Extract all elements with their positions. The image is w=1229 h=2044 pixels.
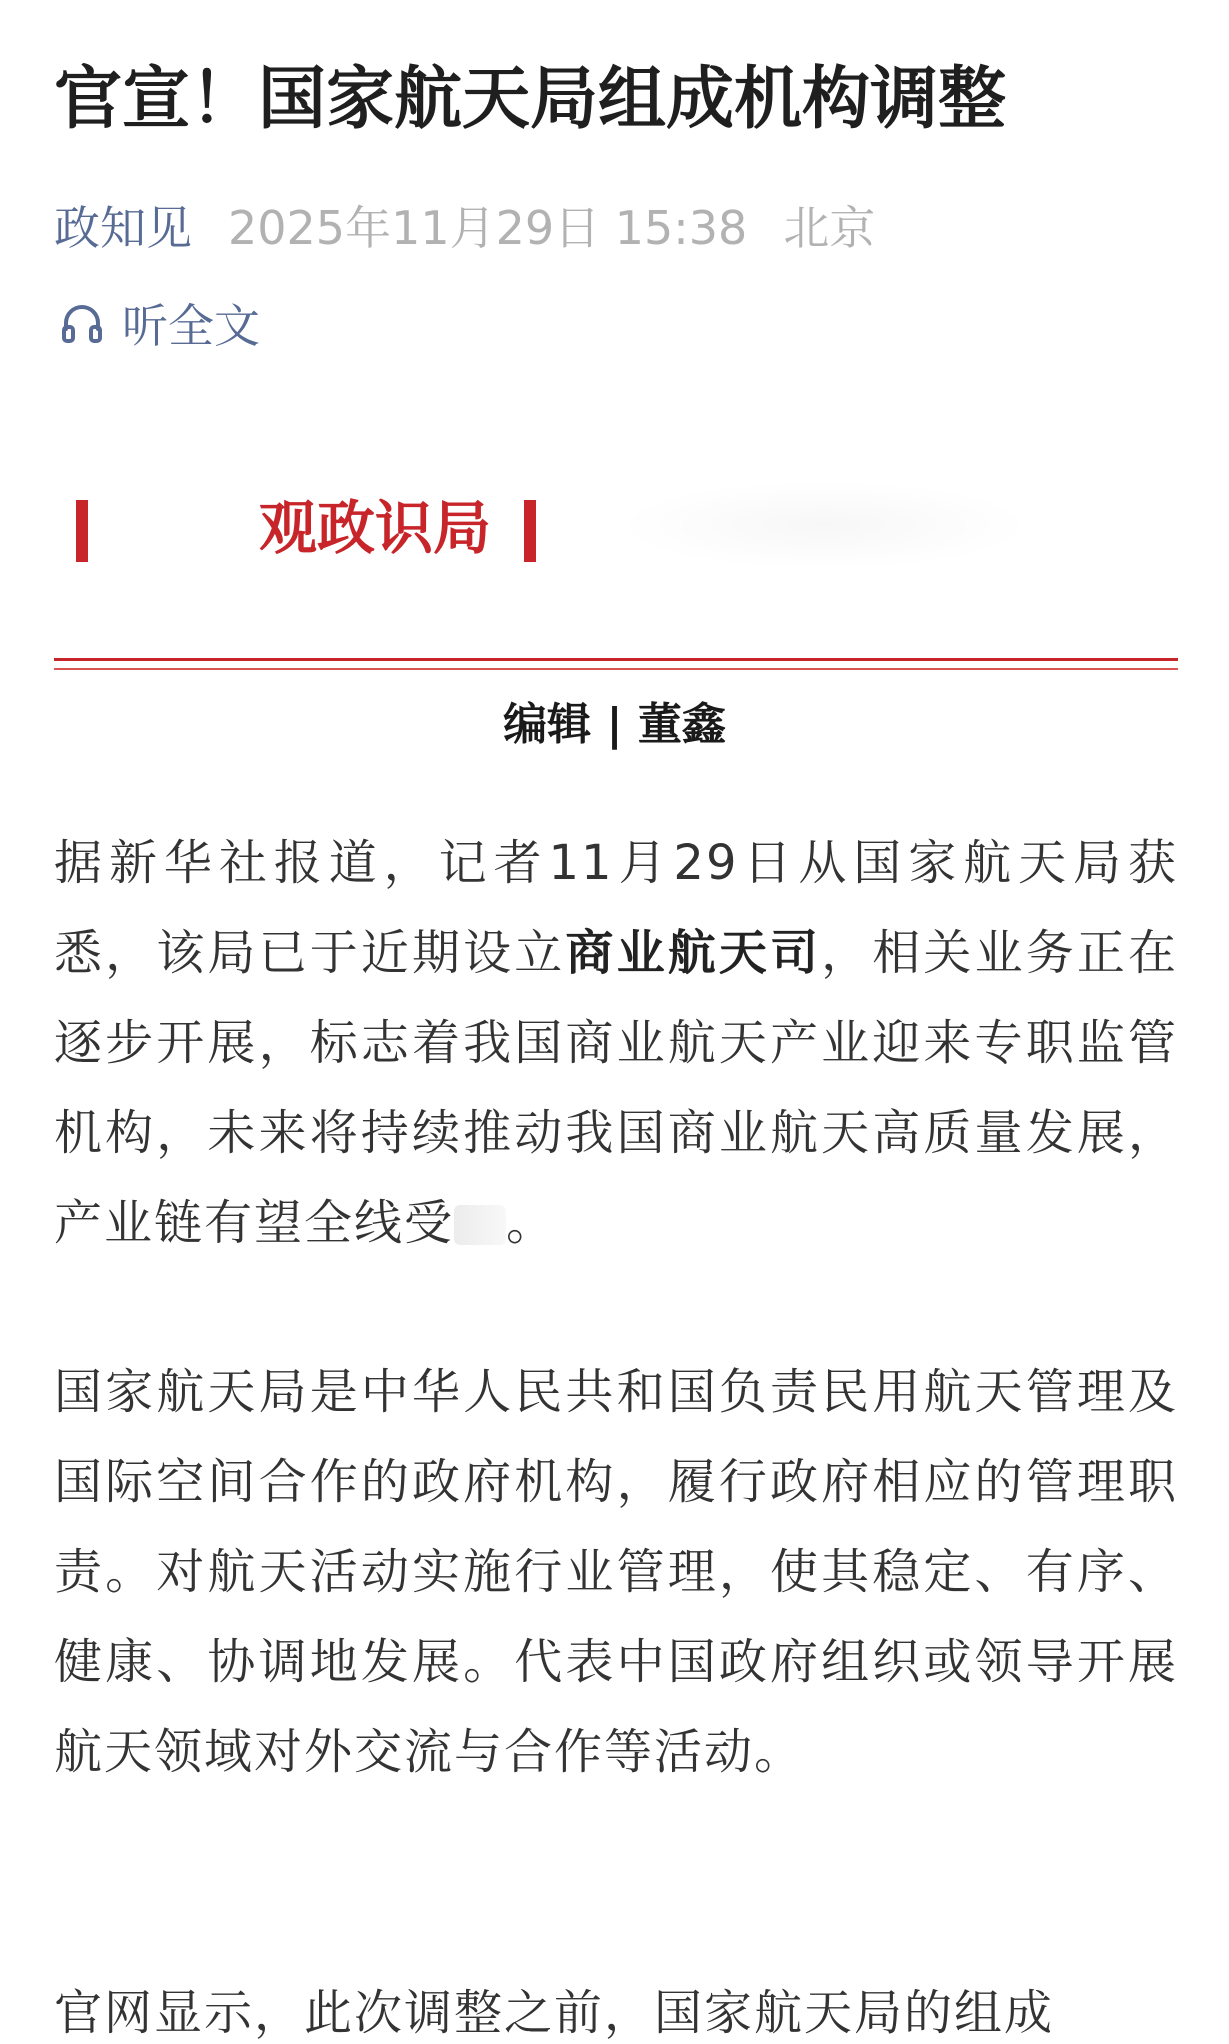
divider-top	[54, 658, 1178, 661]
banner-bar-left	[76, 500, 88, 562]
paragraph-1-text-b: ，相关业务正在逐步开展，标志着我国商业航天产业迎来专职监管机构，未来将持续推动我国商业航天高质量发展，产业链有望全线受	[54, 925, 1178, 1251]
banner-bar-right	[524, 500, 536, 562]
listen-full-text-button[interactable]	[58, 288, 260, 358]
paragraph-1	[54, 818, 1178, 1268]
obscured-text	[454, 1205, 506, 1245]
column-banner	[54, 460, 1174, 580]
banner-faded-area	[614, 480, 1034, 570]
publish-location: 北京	[783, 201, 876, 255]
publish-date: 2025年11月29日 15:38	[228, 201, 748, 255]
paragraph-1-text-end: 。	[506, 1195, 557, 1251]
author-link[interactable]: 政知见	[54, 201, 192, 255]
paragraph-1-text-a: 据新华社报道，记者11月29日从国家航天局获悉，该局已于近期设立	[54, 835, 1178, 981]
editor-credit: 编辑 | 董鑫	[503, 699, 726, 750]
divider-bottom	[54, 668, 1178, 670]
headphone-icon	[58, 299, 106, 347]
article-meta	[54, 190, 875, 260]
listen-label: 听全文	[122, 299, 260, 353]
paragraph-3: 官网显示，此次调整之前，国家航天局的组成	[54, 1985, 1055, 2041]
paragraph-2: 国家航天局是中华人民共和国负责民用航天管理及国际空间合作的政府机构，履行政府相应的管理职责。对航天活动实施行业管理，使其稳定、有序、健康、协调地发展。代表中国政府组织或领导开展航天领域对外交流与合作等活动。	[54, 1364, 1178, 1780]
highlight-commercial-space-dept: 商业航天司	[565, 925, 822, 981]
article-title: 官宣！国家航天局组成机构调整	[54, 60, 1007, 139]
banner-text: 观政识局	[259, 494, 492, 562]
